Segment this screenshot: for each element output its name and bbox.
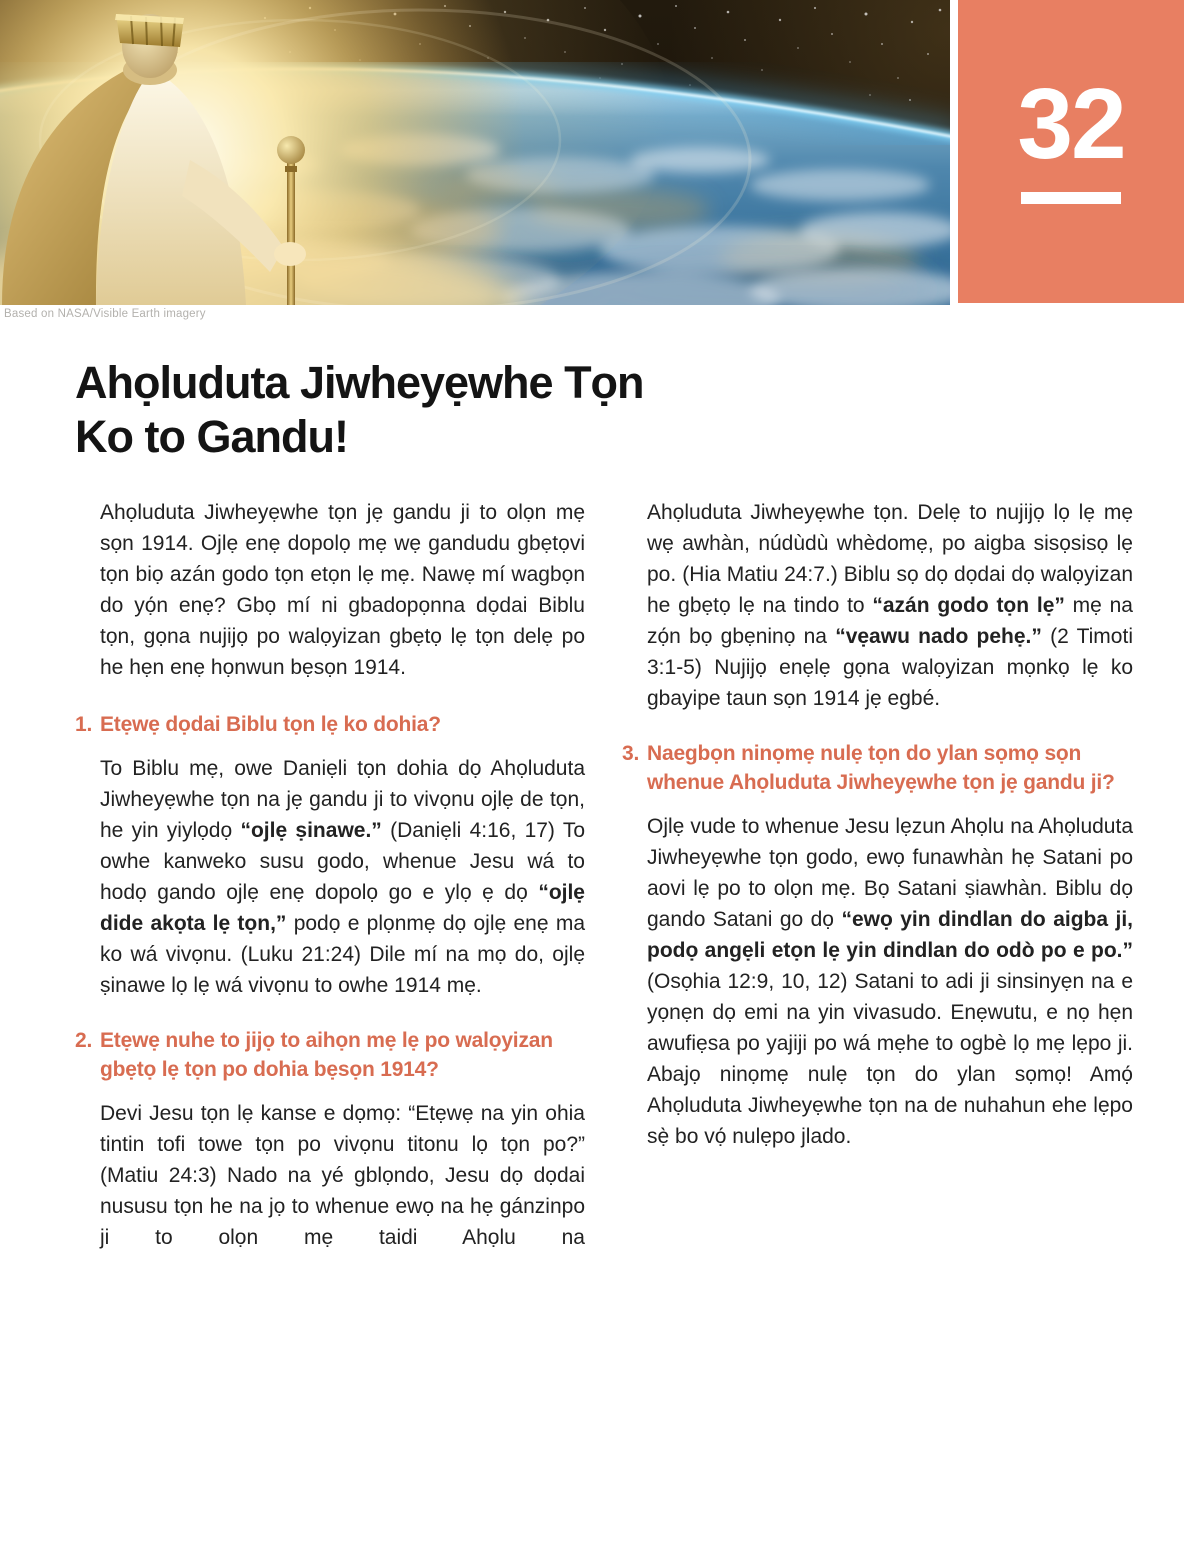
scepter-rod bbox=[287, 152, 295, 305]
title-line-2: Ko to Gandu! bbox=[75, 411, 348, 462]
chapter-number: 32 bbox=[1017, 67, 1125, 180]
scepter-knob bbox=[277, 136, 305, 164]
intro-paragraph: Ahọluduta Jiwheyẹwhe tọn jẹ gandu ji to olọn mẹ sọn 1914. Ojlẹ enẹ dopolọ mẹ wẹ gandudu gbẹtọvi tọn biọ azán godo tọn etọn lẹ mẹ. Nawẹ mí wagbọn do yọ́n enẹ? Gbọ mí ni gbadopọnna dọdai Biblu tọn, gọna nujijọ po walọyizan gbẹtọ lẹ tọn delẹ po he hẹn enẹ họnwun bẹsọn 1914. bbox=[100, 501, 585, 679]
header-image bbox=[0, 0, 950, 305]
paragraph-2: Devi Jesu tọn lẹ kanse e dọmọ: “Etẹwẹ na yin ohia tintin tofi towe tọn po vivọnu titonu lọ tọn po?” (Matiu 24:3) Nado na yé gblọndo, Jesu dọ dọdai nususu tọn he na jọ to whenue ewọ na hẹ gánzinpo ji to olọn mẹ taidi Ahọlu na bbox=[100, 1102, 585, 1249]
question-3-number: 3. bbox=[622, 742, 640, 765]
image-credit: Based on NASA/Visible Earth imagery bbox=[4, 308, 206, 320]
chapter-underline-bar bbox=[1021, 192, 1121, 204]
question-1-number: 1. bbox=[75, 713, 93, 736]
title-line-1: Ahọluduta Jiwheyẹwhe Tọn bbox=[75, 357, 644, 408]
paragraph-1: To Biblu mẹ, owe Daniẹli tọn dohia dọ Ahọluduta Jiwheyẹwhe tọn na jẹ gandu ji to vivọnu ojlẹ de tọn, he yin yiylọdọ “ojlẹ ṣinawe.” (Daniẹli 4:16, 17) To owhe kanweko susu godo, whenue Jesu wá to hodọ gando ojlẹ enẹ dopolọ go e ylọ ẹ dọ “ojlẹ dide akọta lẹ tọn,” podọ e plọnmẹ dọ ojlẹ enẹ ma ko wá vivọnu. (Luku 21:24) Dile mí na mọ do, ojlẹ ṣinawe lọ lẹ wá vivọnu to owhe 1914 mẹ. bbox=[100, 757, 586, 997]
question-1-text: Etẹwẹ dọdai Biblu tọn lẹ ko dohia? bbox=[100, 713, 441, 736]
question-1 bbox=[75, 710, 585, 739]
question-3 bbox=[622, 739, 1133, 797]
question-2-text: Etẹwẹ nuhe to jijọ to aihọn mẹ lẹ po walọyizan gbẹtọ lẹ tọn po dohia bẹsọn 1914? bbox=[100, 1029, 553, 1081]
paragraph-2-continued: Ahọluduta Jiwheyẹwhe tọn. Delẹ to nujijọ lọ lẹ mẹ wẹ awhàn, núdùdù whèdomẹ, po aigba sisọsisọ lẹ po. (Hia Matiu 24:7.) Biblu sọ dọ dọdai dọ walọyizan he gbẹtọ lẹ na tindo to “azán godo tọn lẹ” mẹ na zọ́n bọ gbẹninọ na “vẹawu nado pehẹ.” (2 Timoti 3:1-5) Nujijọ enẹlẹ gọna walọyizan mọnkọ lẹ ko gbayipe taun sọn 1914 jẹ egbé. bbox=[647, 501, 1133, 710]
paragraph-3: Ojlẹ vude to whenue Jesu lẹzun Ahọlu na Ahọluduta Jiwheyẹwhe tọn godo, ewọ funawhàn hẹ Satani po aovi lẹ po to olọn mẹ. Bọ Satani ṣiawhàn. Biblu dọ gando Satani go dọ “ewọ yin dindlan do aigba ji, podọ angẹli etọn lẹ yin dindlan do odò po e po.” (Osọhia 12:9, 10, 12) Satani to adi ji sinsinyẹn na e yọnẹn dọ emi na yin vivasudo. Enẹwutu, e nọ hẹn awufiẹsa po yajiji po wá mẹhe to ogbè lọ mẹ lẹpo ji. Abajọ ninọmẹ nulẹ tọn do ylan sọmọ! Amọ́ Ahọluduta Jiwheyẹwhe tọn na de nuhahun ehe lẹpo sẹ̀ bo vọ́ nulẹpo jlado. bbox=[647, 815, 1133, 1148]
hand bbox=[274, 242, 306, 266]
question-3-text: Naegbọn ninọmẹ nulẹ tọn do ylan sọmọ sọn whenue Ahọluduta Jiwheyẹwhe tọn jẹ gandu ji? bbox=[647, 742, 1115, 794]
right-column bbox=[622, 497, 1133, 1152]
chapter-number-block bbox=[958, 0, 1184, 303]
question-2 bbox=[75, 1026, 585, 1084]
question-2-number: 2. bbox=[75, 1029, 93, 1052]
left-column bbox=[75, 497, 585, 1253]
earth-from-space-illustration bbox=[0, 0, 950, 305]
page-title bbox=[75, 356, 644, 464]
